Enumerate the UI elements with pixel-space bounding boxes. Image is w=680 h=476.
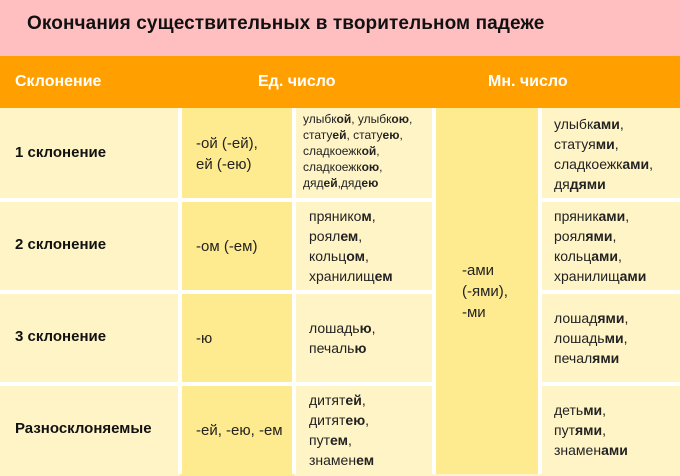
example-line xyxy=(554,308,628,328)
word-stem: пряник xyxy=(554,208,599,224)
word-ending: ами xyxy=(593,116,620,132)
word-stem: роял xyxy=(309,228,341,244)
word-ending: ми xyxy=(583,402,603,418)
punctuation: , xyxy=(379,160,383,174)
example-line xyxy=(554,266,646,286)
word-stem: знамен xyxy=(309,452,357,468)
punctuation: , xyxy=(612,228,617,244)
ending-line: -ми xyxy=(462,304,486,321)
example-line xyxy=(554,246,646,266)
example-line xyxy=(554,154,653,174)
punctuation: , xyxy=(358,228,363,244)
word-stem: улыбк xyxy=(303,112,337,126)
word-ending: ами xyxy=(598,208,626,224)
example-line xyxy=(554,114,653,134)
example-line xyxy=(554,440,628,460)
punctuation: , xyxy=(408,112,413,126)
example-line xyxy=(554,328,628,348)
word-ending: ем xyxy=(330,432,348,448)
word-stem: стату xyxy=(303,128,333,142)
example-line xyxy=(554,400,628,420)
example-line xyxy=(309,390,374,410)
word-ending: ем xyxy=(340,228,359,244)
word-stem: дяд xyxy=(303,176,324,190)
word-ending: ями xyxy=(575,422,603,438)
punctuation: , xyxy=(649,156,653,172)
word-stem: хранилищ xyxy=(309,268,375,284)
word-ending: ями xyxy=(592,350,620,366)
example-line xyxy=(554,348,628,368)
example-line xyxy=(303,111,412,127)
example-line xyxy=(309,450,374,470)
word-stem: улыбк xyxy=(554,116,594,132)
word-stem: дя xyxy=(554,176,570,192)
plural-examples xyxy=(554,206,646,286)
word-ending: ями xyxy=(585,228,613,244)
word-stem: , улыбк xyxy=(351,112,392,126)
word-ending: ами xyxy=(622,156,650,172)
ending-line: (-ями), xyxy=(462,283,508,300)
example-line xyxy=(309,206,393,226)
example-line xyxy=(554,420,628,440)
word-ending: ой xyxy=(361,144,377,158)
word-stem: роял xyxy=(554,228,586,244)
punctuation: , xyxy=(614,136,619,152)
punctuation: , xyxy=(602,422,607,438)
declension-label: 2 склонение xyxy=(15,236,107,253)
ending-line: -ом (-ем) xyxy=(196,237,258,255)
example-line xyxy=(309,226,393,246)
row-divider xyxy=(0,198,436,202)
word-ending: ею xyxy=(361,176,379,190)
word-ending: ми xyxy=(595,136,615,152)
header-plural: Мн. число xyxy=(488,73,568,90)
word-stem: пут xyxy=(554,422,575,438)
punctuation: , xyxy=(623,330,628,346)
word-stem: пут xyxy=(309,432,330,448)
word-ending: ею xyxy=(382,128,400,142)
punctuation: , xyxy=(376,144,380,158)
word-stem: сладкоежк xyxy=(554,156,623,172)
punctuation: , xyxy=(371,208,376,224)
punctuation: , xyxy=(365,412,370,428)
example-line xyxy=(309,246,393,266)
word-ending: ами xyxy=(591,248,618,264)
word-stem: печал xyxy=(554,350,593,366)
page-title: Окончания существительных в творительном падеже xyxy=(27,13,545,34)
word-stem: печаль xyxy=(309,340,355,356)
word-stem: сладкоежк xyxy=(303,160,362,174)
example-line xyxy=(303,127,412,143)
singular-examples xyxy=(309,390,374,470)
header-singular: Ед. число xyxy=(258,73,336,90)
word-stem: лошадь xyxy=(309,320,360,336)
singular-examples xyxy=(303,111,412,191)
row-divider xyxy=(538,198,680,202)
singular-ending-text xyxy=(196,236,257,257)
word-ending: ом xyxy=(346,248,365,264)
word-ending: ей xyxy=(345,392,362,408)
punctuation: , xyxy=(361,392,366,408)
example-line xyxy=(303,159,412,175)
word-ending: ою xyxy=(361,160,380,174)
word-ending: ю xyxy=(354,340,367,356)
punctuation: , xyxy=(399,128,403,142)
row-divider xyxy=(538,290,680,294)
declension-label: Разносклоняемые xyxy=(15,420,152,437)
example-line xyxy=(554,226,646,246)
word-ending: ями xyxy=(597,310,625,326)
punctuation: , xyxy=(347,432,352,448)
ending-line: ей (-ею) xyxy=(196,156,252,173)
word-stem: лошадь xyxy=(554,330,605,346)
word-ending: ею xyxy=(345,412,366,428)
punctuation: , xyxy=(624,310,629,326)
plural-examples xyxy=(554,114,653,194)
word-stem: , стату xyxy=(346,128,383,142)
example-line xyxy=(303,175,412,191)
word-ending: дями xyxy=(569,176,606,192)
word-stem: статуя xyxy=(554,136,596,152)
declension-label: 1 склонение xyxy=(15,144,107,161)
plural-examples xyxy=(554,308,628,368)
word-ending: ем xyxy=(356,452,375,468)
word-stem: хранилищ xyxy=(554,268,620,284)
ending-line: -ю xyxy=(196,329,213,347)
word-ending: ою xyxy=(391,112,409,126)
word-ending: ей xyxy=(323,176,338,190)
declension-label: 3 склонение xyxy=(15,328,107,345)
singular-ending-text xyxy=(196,133,258,175)
plural-examples xyxy=(554,400,628,460)
example-line xyxy=(554,174,653,194)
word-stem: ,дяд xyxy=(337,176,362,190)
plural-ending-text xyxy=(462,260,508,323)
header-declension: Склонение xyxy=(15,73,102,90)
row-divider xyxy=(538,382,680,386)
punctuation: , xyxy=(625,208,630,224)
table-header xyxy=(0,56,680,108)
ending-line: -ами xyxy=(462,262,495,279)
singular-ending-text xyxy=(196,328,212,349)
example-line xyxy=(309,430,374,450)
example-line xyxy=(309,266,393,286)
punctuation: , xyxy=(602,402,607,418)
word-stem: деть xyxy=(554,402,584,418)
word-stem: знамен xyxy=(554,442,602,458)
word-stem: кольц xyxy=(554,248,592,264)
punctuation: , xyxy=(619,116,624,132)
punctuation: , xyxy=(371,320,376,336)
example-line xyxy=(303,143,412,159)
word-ending: ем xyxy=(374,268,393,284)
example-line xyxy=(554,206,646,226)
word-ending: ой xyxy=(336,112,352,126)
punctuation: , xyxy=(618,248,622,264)
word-stem: дитят xyxy=(309,412,346,428)
word-ending: ами xyxy=(619,268,647,284)
word-stem: лошад xyxy=(554,310,598,326)
example-line xyxy=(554,134,653,154)
word-ending: ей xyxy=(332,128,347,142)
word-ending: ами xyxy=(601,442,628,458)
example-line xyxy=(309,410,374,430)
word-stem: сладкоежк xyxy=(303,144,362,158)
word-ending: ми xyxy=(604,330,624,346)
punctuation: , xyxy=(364,248,369,264)
singular-examples xyxy=(309,206,393,286)
ending-line: -ой (-ей), xyxy=(196,135,258,152)
singular-ending-text xyxy=(196,420,283,441)
row-divider xyxy=(0,290,436,294)
ending-line: -ей, -ею, -ем xyxy=(196,421,283,439)
example-line xyxy=(309,338,375,358)
example-line xyxy=(309,318,375,338)
word-stem: кольц xyxy=(309,248,347,264)
word-ending: м xyxy=(361,208,372,224)
singular-examples xyxy=(309,318,375,358)
word-ending: ю xyxy=(359,320,372,336)
word-stem: дитят xyxy=(309,392,346,408)
row-divider xyxy=(0,382,436,386)
word-stem: прянико xyxy=(309,208,362,224)
